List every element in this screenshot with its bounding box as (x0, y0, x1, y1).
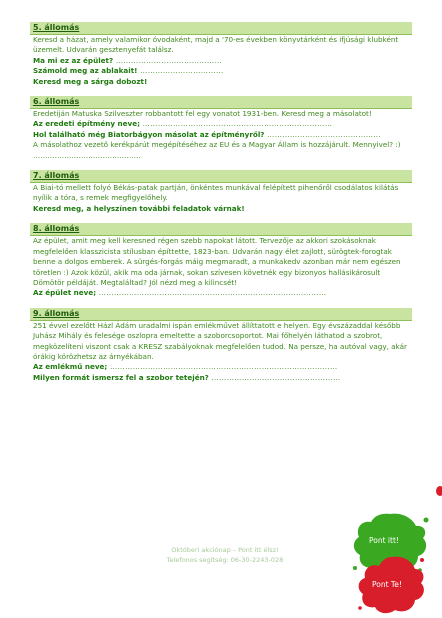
question (30, 56, 412, 66)
question-text: Milyen formát ismersz fel a szobor tetején? (33, 372, 209, 382)
footer (110, 545, 340, 565)
station-description: Az épület, amit meg kell keresned régen szebb napokat látott. Tervezője az akkori szokásoknak megfelelően klasszicista stílusban építtette, 1823-ban. Udvarán nagy élet zajlott, sürögtek-forogtak benne a dolgos emberek. A sürgés-forgás máig megmaradt, a munkakedv azonban már nem egészen töretlen :) Azok közül, akik ma oda járnak, sokan szívesen követnék egy bizonyos hallásikárosult Dömötör példáját. Megtaláltad? Jól nézd meg a kilincsét! (33, 236, 401, 287)
question (30, 130, 412, 140)
task (30, 77, 412, 87)
answer-blank[interactable]: …………………………… (137, 66, 224, 76)
answer-blank[interactable]: ……………………………………………………………………………… (107, 362, 338, 372)
station-7 (30, 170, 412, 214)
paint-drop-icon (436, 486, 442, 496)
question (30, 119, 412, 129)
answer-blank[interactable]: ……………………………………… (264, 129, 381, 139)
question-text: Az épület neve; (33, 288, 97, 298)
answer-blank[interactable]: …………………………………… (113, 55, 223, 65)
answer-blank[interactable]: …………………………………………… (208, 372, 341, 382)
task-text: Keresd meg, a helyszínen további feladatok várnak! (33, 203, 245, 213)
question (30, 362, 412, 372)
red-badge-label: Pont Te! (372, 580, 402, 589)
station-description: Eredetiján Matuska Szilveszter robbantott fel egy vonatot 1931-ben. Keresd meg a másolatot! (33, 109, 372, 119)
station-title: 6. állomás (30, 96, 412, 109)
footer-event-line: Októberi akciónap – Pont itt élsz! (171, 546, 279, 554)
station-5 (30, 22, 412, 87)
station-title: 7. állomás (30, 170, 412, 183)
question-text: Számold meg az ablakait! (33, 66, 138, 76)
footer-phone-line: Telefonos segítség: 06-30-2243-028 (166, 556, 284, 564)
question (30, 373, 412, 383)
station-description: 251 évvel ezelőtt Házl Ádám uradalmi ispán emlékművet állíttatott e helyen. Egy évszázaddal később Juhász Mihály és felesége oszlopra emeltette a szoborcsoportot. Mai főhelyén láthatod a szobrot, megközelíteni viszont csak a KRESZ szabályoknak megfelelően tudod. Na persze, ha autóval vagy, akár órákig körözhetsz az árnyékában. (33, 320, 407, 361)
green-badge-label: Pont itt! (369, 536, 399, 545)
station-note: A másolathoz vezető kerékpárút megépítéséhez az EU és a Magyar Állam is hozzájárult. Mennyivel? :) ……………………………………… (33, 140, 401, 160)
question (30, 66, 412, 76)
question-text: Az eredeti építmény neve; (33, 119, 140, 129)
question-text: Hol található még Biatorbágyon másolat az építményről? (33, 129, 265, 139)
question-text: Ma mi ez az épület? (33, 55, 114, 65)
station-8 (30, 223, 412, 298)
question (30, 288, 412, 298)
station-title: 8. állomás (30, 223, 412, 236)
worksheet (30, 22, 412, 392)
station-description: A Biai-tó mellett folyó Békás-patak partján, önkéntes munkával felépített pihenőről csodálatos kilátás nyílik a tóra, s remek megfigyelőhely. (33, 183, 399, 203)
station-title: 9. állomás (30, 308, 412, 321)
station-6 (30, 96, 412, 161)
answer-blank[interactable]: ……………………………………………………………………………… (96, 288, 327, 298)
station-9 (30, 308, 412, 383)
task-text: Keresd meg a sárga dobozt! (33, 76, 148, 86)
answer-blank[interactable]: ………………………………………………………………… (139, 119, 333, 129)
station-description: Keresd a házat, amely valamikor óvodaként, majd a '70-es években könyvtárként és ifjúsági klubként üzemelt. Udvarán gesztenyefát találsz. (33, 35, 399, 55)
station-title: 5. állomás (30, 22, 412, 35)
question-text: Az emlékmű neve; (33, 362, 108, 372)
task (30, 204, 412, 214)
